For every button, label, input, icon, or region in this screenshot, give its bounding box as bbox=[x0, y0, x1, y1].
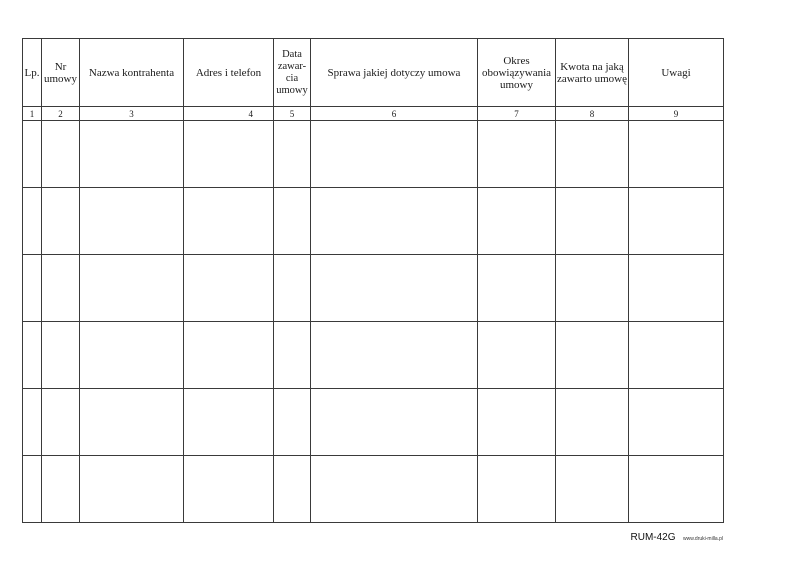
entry-cell[interactable] bbox=[274, 121, 311, 188]
entry-cell[interactable] bbox=[556, 322, 629, 389]
entry-cell[interactable] bbox=[184, 121, 274, 188]
publisher-website: www.druki-milla.pl bbox=[682, 536, 723, 542]
entry-cell[interactable] bbox=[556, 456, 629, 523]
entry-cell[interactable] bbox=[42, 322, 80, 389]
table-row bbox=[23, 188, 724, 255]
entry-cell[interactable] bbox=[184, 255, 274, 322]
column-number: 2 bbox=[42, 107, 80, 121]
entry-cell[interactable] bbox=[23, 389, 42, 456]
column-number: 6 bbox=[311, 107, 478, 121]
table-row bbox=[23, 121, 724, 188]
column-number: 4 bbox=[184, 107, 274, 121]
contract-register-table bbox=[22, 38, 724, 523]
entry-cell[interactable] bbox=[184, 322, 274, 389]
entry-cell[interactable] bbox=[478, 188, 556, 255]
entry-cell[interactable] bbox=[184, 456, 274, 523]
header-address-phone: Adres i telefon bbox=[184, 39, 274, 107]
entry-cell[interactable] bbox=[629, 322, 724, 389]
entry-cell[interactable] bbox=[274, 322, 311, 389]
entry-cell[interactable] bbox=[478, 121, 556, 188]
table-row bbox=[23, 255, 724, 322]
form-code: RUM-42G bbox=[630, 532, 676, 543]
header-contract-date: Data zawar-cia umowy bbox=[274, 39, 311, 107]
entry-cell[interactable] bbox=[42, 121, 80, 188]
table-row bbox=[23, 389, 724, 456]
entry-cell[interactable] bbox=[274, 456, 311, 523]
entry-cell[interactable] bbox=[23, 188, 42, 255]
entry-cell[interactable] bbox=[80, 322, 184, 389]
entry-cell[interactable] bbox=[184, 188, 274, 255]
entry-cell[interactable] bbox=[629, 456, 724, 523]
table-row bbox=[23, 456, 724, 523]
entry-cell[interactable] bbox=[274, 389, 311, 456]
entry-cell[interactable] bbox=[478, 389, 556, 456]
entry-cell[interactable] bbox=[42, 456, 80, 523]
entry-cell[interactable] bbox=[42, 188, 80, 255]
entry-cell[interactable] bbox=[311, 456, 478, 523]
column-number: 1 bbox=[23, 107, 42, 121]
table-row bbox=[23, 322, 724, 389]
entry-cell[interactable] bbox=[23, 456, 42, 523]
entry-cell[interactable] bbox=[629, 121, 724, 188]
column-number-row bbox=[23, 107, 724, 121]
entry-cell[interactable] bbox=[80, 255, 184, 322]
entry-cell[interactable] bbox=[80, 456, 184, 523]
entry-cell[interactable] bbox=[311, 188, 478, 255]
column-number: 5 bbox=[274, 107, 311, 121]
column-number: 3 bbox=[80, 107, 184, 121]
entry-cell[interactable] bbox=[556, 121, 629, 188]
entry-cell[interactable] bbox=[23, 255, 42, 322]
entry-cell[interactable] bbox=[42, 255, 80, 322]
column-header-row bbox=[23, 39, 724, 107]
header-remarks: Uwagi bbox=[629, 39, 724, 107]
header-contract-amount: Kwota na jaką zawarto umowę bbox=[556, 39, 629, 107]
entry-cell[interactable] bbox=[42, 389, 80, 456]
entry-cell[interactable] bbox=[311, 389, 478, 456]
entry-cell[interactable] bbox=[274, 188, 311, 255]
column-number: 9 bbox=[629, 107, 724, 121]
entry-cell[interactable] bbox=[629, 389, 724, 456]
entry-cell[interactable] bbox=[311, 121, 478, 188]
header-lp: Lp. bbox=[23, 39, 42, 107]
entry-cell[interactable] bbox=[556, 188, 629, 255]
entry-cell[interactable] bbox=[23, 322, 42, 389]
entry-cell[interactable] bbox=[80, 121, 184, 188]
entry-cell[interactable] bbox=[478, 255, 556, 322]
header-contract-number: Nr umowy bbox=[42, 39, 80, 107]
entry-cell[interactable] bbox=[478, 322, 556, 389]
entry-cell[interactable] bbox=[629, 255, 724, 322]
entry-cell[interactable] bbox=[556, 255, 629, 322]
entry-cell[interactable] bbox=[184, 389, 274, 456]
header-contractor-name: Nazwa kontrahenta bbox=[80, 39, 184, 107]
entry-cell[interactable] bbox=[274, 255, 311, 322]
entry-cell[interactable] bbox=[23, 121, 42, 188]
header-validity-period: Okres obowiązywania umowy bbox=[478, 39, 556, 107]
entry-cell[interactable] bbox=[629, 188, 724, 255]
entry-cell[interactable] bbox=[556, 389, 629, 456]
entry-cell[interactable] bbox=[478, 456, 556, 523]
entry-cell[interactable] bbox=[311, 322, 478, 389]
entry-cell[interactable] bbox=[311, 255, 478, 322]
entry-cell[interactable] bbox=[80, 389, 184, 456]
form-footer bbox=[631, 527, 723, 545]
header-contract-subject: Sprawa jakiej dotyczy umowa bbox=[311, 39, 478, 107]
entry-cell[interactable] bbox=[80, 188, 184, 255]
column-number: 7 bbox=[478, 107, 556, 121]
column-number: 8 bbox=[556, 107, 629, 121]
